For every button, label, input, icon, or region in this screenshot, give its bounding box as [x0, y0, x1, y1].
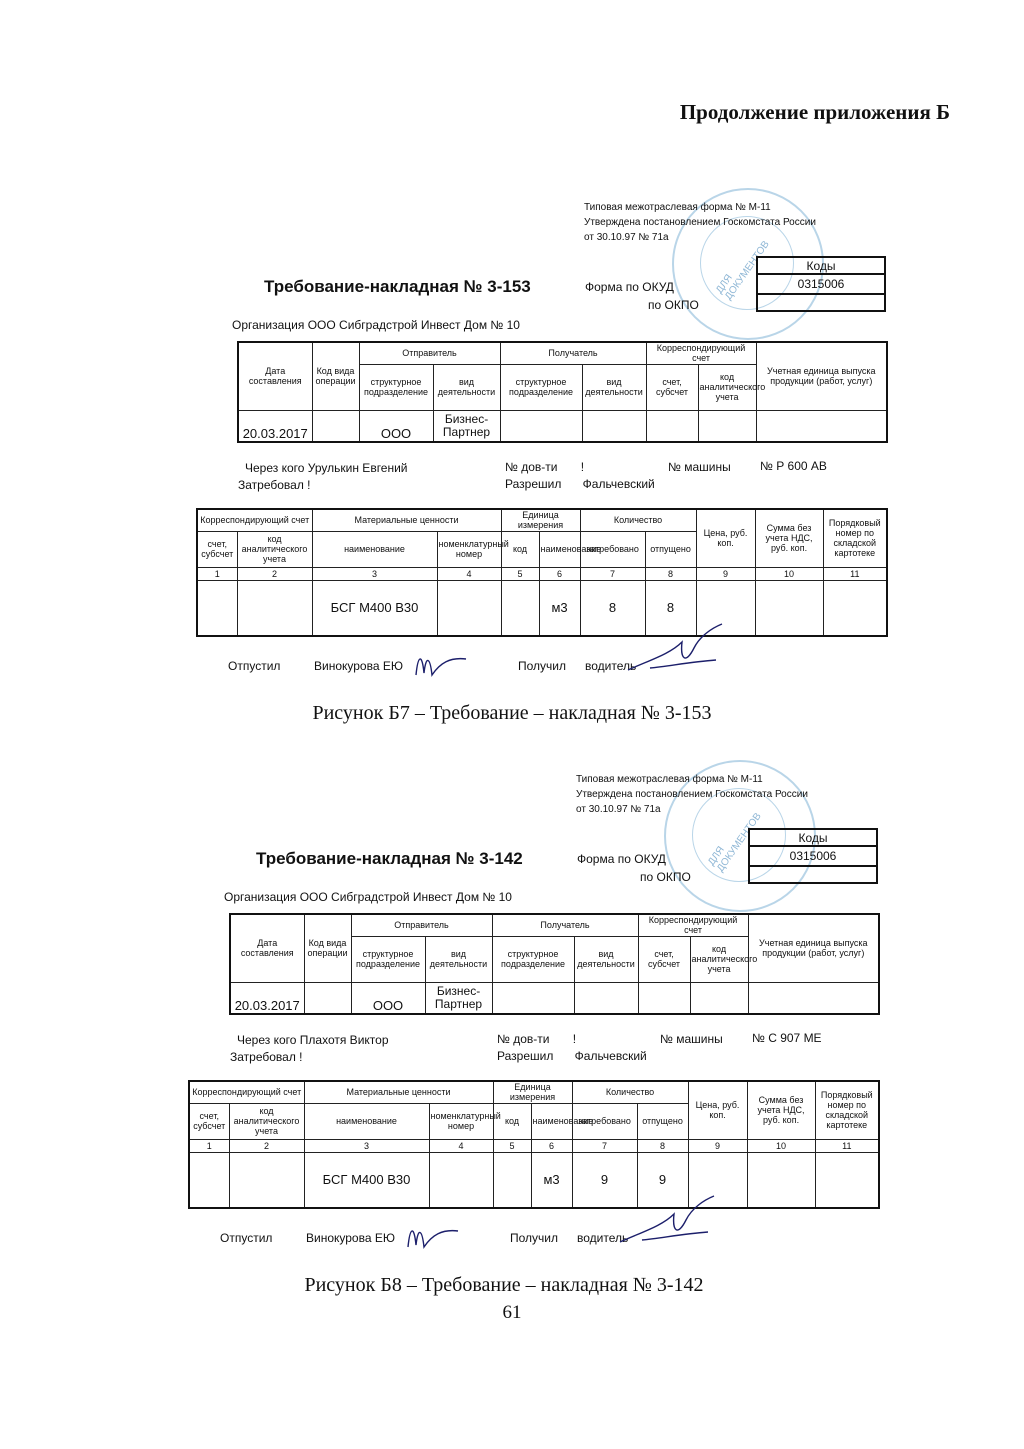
stamp-text: ДЛЯ ДОКУМЕНТОВ	[706, 811, 764, 875]
h-analytic: код аналитического учета	[698, 364, 756, 410]
h-sender: Отправитель	[351, 914, 492, 936]
okud-label: Форма по ОКУД	[585, 280, 674, 294]
r-card	[815, 1152, 879, 1208]
h-receiver: Получатель	[500, 342, 646, 364]
h-receiver: Получатель	[492, 914, 638, 936]
header-table	[237, 341, 888, 443]
vehicle-value: № Р 600 АВ	[760, 459, 827, 473]
i-corr: Корреспондирующий счет	[189, 1081, 304, 1103]
col-number-row	[189, 1139, 879, 1152]
i-corr: Корреспондирующий счет	[197, 509, 312, 531]
col-num: 4	[429, 1139, 493, 1152]
i-card: Порядковый номер по складской картотеке	[823, 509, 887, 567]
i-nomenclature: номенклатурный номер	[429, 1103, 493, 1139]
v-receiver-unit	[500, 410, 582, 442]
v-sender-unit: ООО	[351, 982, 425, 1014]
v-receiver-unit	[492, 982, 574, 1014]
i-released: отпущено	[645, 531, 696, 567]
h-sender: Отправитель	[359, 342, 500, 364]
v-receiver-activity	[574, 982, 638, 1014]
h-unit: Учетная единица выпуска продукции (работ, услуг)	[756, 342, 887, 410]
r-unit-name: м3	[531, 1152, 572, 1208]
i-sum: Сумма без учета НДС, руб. коп.	[755, 509, 823, 567]
signature-received	[612, 1192, 722, 1252]
i-account: счет, субсчет	[189, 1103, 229, 1139]
r-name: БСГ М400 В30	[312, 580, 437, 636]
i-quantity: Количество	[580, 509, 696, 531]
codes-label: Коды	[749, 829, 877, 846]
requested-label: Затребовал !	[230, 1050, 303, 1064]
received-label: Получил	[510, 1231, 558, 1245]
v-sender-unit: ООО	[359, 410, 433, 442]
i-code: код	[501, 531, 539, 567]
vehicle-value: № С 907 МЕ	[752, 1031, 822, 1045]
r-requested: 9	[572, 1152, 637, 1208]
okud-label: Форма по ОКУД	[577, 852, 666, 866]
i-analytic: код аналитического учета	[229, 1103, 304, 1139]
items-table	[188, 1080, 880, 1209]
h-account: счет, субсчет	[638, 936, 690, 982]
i-materials: Материальные ценности	[312, 509, 501, 531]
received-by: водитель	[577, 1231, 629, 1245]
i-code: код	[493, 1103, 531, 1139]
h-analytic: код аналитического учета	[690, 936, 748, 982]
v-date: 20.03.2017	[230, 982, 304, 1014]
okpo-label: по ОКПО	[648, 298, 699, 312]
v-analytic	[698, 410, 756, 442]
allowed-value: Фальчевский	[582, 477, 655, 491]
h-sender-unit: структурное подразделение	[351, 936, 425, 982]
i-unit: Единица измерения	[493, 1081, 572, 1103]
h-opcode: Код вида операции	[304, 914, 351, 982]
h-account: счет, субсчет	[646, 364, 698, 410]
h-sender-unit: структурное подразделение	[359, 364, 433, 410]
i-released: отпущено	[637, 1103, 688, 1139]
col-num: 11	[823, 567, 887, 580]
requisition-form	[0, 572, 1016, 1296]
okud-code: 0315006	[749, 846, 877, 866]
i-analytic: код аналитического учета	[237, 531, 312, 567]
r-released: 8	[645, 580, 696, 636]
v-unit	[748, 982, 879, 1014]
col-num: 8	[645, 567, 696, 580]
through-value: Плахотя Виктор	[299, 1033, 389, 1047]
i-price: Цена, руб. коп.	[696, 509, 755, 567]
form-title: Требование-накладная № 3-142	[256, 849, 523, 868]
allowed-line	[497, 1049, 647, 1063]
col-num: 10	[755, 567, 823, 580]
received-label: Получил	[518, 659, 566, 673]
h-receiver-unit: структурное подразделение	[500, 364, 582, 410]
item-row	[189, 1152, 879, 1208]
power-line	[505, 460, 584, 474]
signature-released	[402, 1217, 462, 1257]
okpo-code	[757, 294, 885, 311]
i-name: наименование	[304, 1103, 429, 1139]
v-sender-activity: Бизнес-Партнер	[425, 982, 492, 1014]
col-num: 2	[237, 567, 312, 580]
h-date: Дата составления	[238, 342, 312, 410]
organization: Организация ООО Сибградстрой Инвест Дом № 10	[224, 890, 512, 904]
v-account	[638, 982, 690, 1014]
col-num: 6	[531, 1139, 572, 1152]
i-name: наименование	[312, 531, 437, 567]
codes-table	[748, 828, 878, 884]
col-num: 1	[197, 567, 237, 580]
power-value: !	[572, 1032, 577, 1046]
released-by: Винокурова ЕЮ	[314, 659, 403, 673]
page-number: 61	[502, 1302, 522, 1323]
figure-caption: Рисунок Б8 – Требование – накладная № 3-142	[304, 1274, 704, 1296]
col-num: 1	[189, 1139, 229, 1152]
i-account: счет, субсчет	[197, 531, 237, 567]
allowed-value: Фальчевский	[574, 1049, 647, 1063]
codes-label: Коды	[757, 257, 885, 274]
okpo-label: по ОКПО	[640, 870, 691, 884]
power-label: № дов-ти	[497, 1032, 550, 1046]
figure-caption: Рисунок Б7 – Требование – накладная № 3-153	[312, 702, 712, 724]
col-num: 8	[637, 1139, 688, 1152]
col-num: 7	[580, 567, 645, 580]
through-line	[245, 461, 408, 475]
through-label: Через кого	[237, 1033, 297, 1047]
r-name: БСГ М400 В30	[304, 1152, 429, 1208]
col-num: 7	[572, 1139, 637, 1152]
i-unit-name: наименование	[539, 531, 580, 567]
i-nomenclature: номенклатурный номер	[437, 531, 501, 567]
h-sender-activity: вид деятельности	[425, 936, 492, 982]
v-receiver-activity	[582, 410, 646, 442]
col-num: 10	[747, 1139, 815, 1152]
vehicle-label: № машины	[668, 460, 731, 474]
i-unit-name: наименование	[531, 1103, 572, 1139]
vehicle-label: № машины	[660, 1032, 723, 1046]
h-receiver-unit: структурное подразделение	[492, 936, 574, 982]
released-by: Винокурова ЕЮ	[306, 1231, 395, 1245]
i-card: Порядковый номер по складской картотеке	[815, 1081, 879, 1139]
r-code	[493, 1152, 531, 1208]
h-receiver-activity: вид деятельности	[574, 936, 638, 982]
allowed-line	[505, 477, 655, 491]
h-corr: Корреспондирующий счет	[646, 342, 756, 364]
col-num: 11	[815, 1139, 879, 1152]
allowed-label: Разрешил	[497, 1049, 554, 1063]
requested-label: Затребовал !	[238, 478, 311, 492]
v-sender-activity: Бизнес-Партнер	[433, 410, 500, 442]
v-opcode	[312, 410, 359, 442]
h-corr: Корреспондирующий счет	[638, 914, 748, 936]
col-num: 5	[493, 1139, 531, 1152]
i-quantity: Количество	[572, 1081, 688, 1103]
form-title: Требование-накладная № 3-153	[264, 277, 531, 296]
col-num: 3	[304, 1139, 429, 1152]
r-account	[189, 1152, 229, 1208]
col-num: 9	[696, 567, 755, 580]
v-account	[646, 410, 698, 442]
col-num: 5	[501, 567, 539, 580]
col-num: 2	[229, 1139, 304, 1152]
r-unit-name: м3	[539, 580, 580, 636]
r-analytic	[229, 1152, 304, 1208]
header-table	[229, 913, 880, 1015]
released-label: Отпустил	[228, 659, 281, 673]
r-released: 9	[637, 1152, 688, 1208]
power-line	[497, 1032, 576, 1046]
col-num: 4	[437, 567, 501, 580]
v-date: 20.03.2017	[238, 410, 312, 442]
released-label: Отпустил	[220, 1231, 273, 1245]
r-nomenclature	[429, 1152, 493, 1208]
okpo-code	[749, 866, 877, 883]
requisition-form	[0, 0, 1024, 724]
form-note: Типовая межотраслевая форма № М-11 Утверждена постановлением Госкомстата России от 30.10.97 № 71а	[576, 774, 808, 815]
r-sum	[747, 1152, 815, 1208]
h-receiver-activity: вид деятельности	[582, 364, 646, 410]
col-num: 9	[688, 1139, 747, 1152]
form-block-2	[0, 572, 1016, 1312]
h-unit: Учетная единица выпуска продукции (работ, услуг)	[748, 914, 879, 982]
form-note: Типовая межотраслевая форма № М-11 Утверждена постановлением Госкомстата России от 30.10.97 № 71а	[584, 202, 816, 243]
allowed-label: Разрешил	[505, 477, 562, 491]
col-num: 3	[312, 567, 437, 580]
h-date: Дата составления	[230, 914, 304, 982]
i-unit: Единица измерения	[501, 509, 580, 531]
v-unit	[756, 410, 887, 442]
i-sum: Сумма без учета НДС, руб. коп.	[747, 1081, 815, 1139]
received-by: водитель	[585, 659, 637, 673]
i-materials: Материальные ценности	[304, 1081, 493, 1103]
through-line	[237, 1033, 389, 1047]
i-price: Цена, руб. коп.	[688, 1081, 747, 1139]
stamp-text: ДЛЯ ДОКУМЕНТОВ	[714, 239, 772, 303]
power-label: № дов-ти	[505, 460, 558, 474]
through-label: Через кого	[245, 461, 305, 475]
through-value: Урулькин Евгений	[307, 461, 408, 475]
h-opcode: Код вида операции	[312, 342, 359, 410]
i-requested: затребовано	[580, 531, 645, 567]
i-requested: затребовано	[572, 1103, 637, 1139]
okud-code: 0315006	[757, 274, 885, 294]
v-opcode	[304, 982, 351, 1014]
organization: Организация ООО Сибградстрой Инвест Дом № 10	[232, 318, 520, 332]
codes-table	[756, 256, 886, 312]
page-heading: Продолжение приложения Б	[679, 100, 950, 124]
power-value: !	[580, 460, 585, 474]
r-requested: 8	[580, 580, 645, 636]
col-num: 6	[539, 567, 580, 580]
v-analytic	[690, 982, 748, 1014]
h-sender-activity: вид деятельности	[433, 364, 500, 410]
